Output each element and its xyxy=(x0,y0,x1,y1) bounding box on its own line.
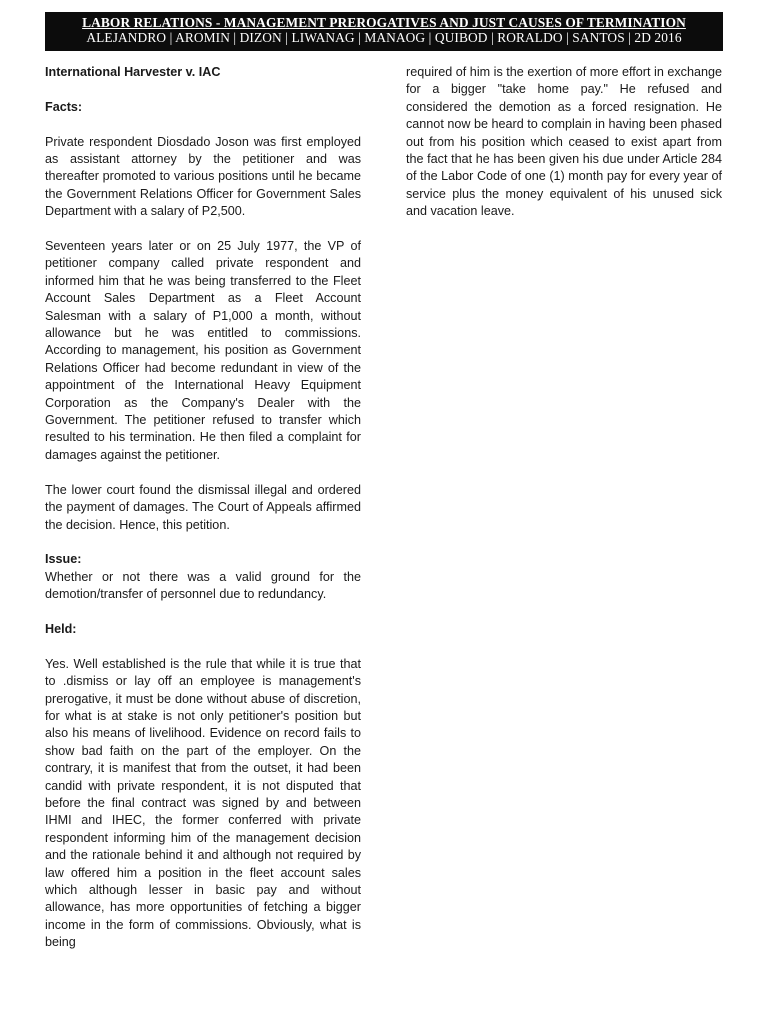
left-column xyxy=(45,64,361,952)
right-column xyxy=(406,64,722,221)
header-title: LABOR RELATIONS - MANAGEMENT PREROGATIVES AND JUST CAUSES OF TERMINATION xyxy=(82,15,686,30)
facts-paragraph-2: Seventeen years later or on 25 July 1977, the VP of petitioner company called private respondent and informed him that he was being transferred to the Fleet Account Sales Department as a Fleet Account Salesman with a salary of P1,000 a month, without allowance but he was entitled to commissions. According to management, his position as Government Relations Officer had become redundant in view of the appointment of the International Heavy Equipment Corporation as the Company's Dealer with the Government. The petitioner refused to transfer which resulted to his termination. He then filed a complaint for damages against the petitioner. xyxy=(45,239,361,462)
facts-heading: Facts: xyxy=(45,99,83,114)
held-paragraph-continued: required of him is the exertion of more effort in exchange for a bigger "take home pay." He refused and considered the demotion as a forced resignation. He cannot now be heard to complain in having been phased out from his position which ceased to exist apart from the fact that he has been given his due under Article 284 of the Labor Code of one (1) month pay for every year of service plus the money equivalent of his unused sick and vacation leave. xyxy=(406,65,722,219)
held-paragraph: Yes. Well established is the rule that while it is true that to .dismiss or lay off an employee is management's prerogative, it must be done without abuse of discretion, for what is at stake is not only petitioner's position but also his means of livelihood. Evidence on record fails to show bad faith on the part of the employer. On the contrary, it is manifest that from the outset, it had been candid with private respondent, it is not disputed that before the final contract was signed by and between IHMI and IHEC, the former conferred with private respondent informing him of the management decision and the rationale behind it and although not required by law offered him a position in the fleet account sales which although lesser in basic pay and without allowance, has more opportunities of fetching a bigger income in the form of commissions. Obviously, what is being xyxy=(45,656,361,950)
header-authors: ALEJANDRO | AROMIN | DIZON | LIWANAG | MANAOG | QUIBOD | RORALDO | SANTOS | 2D 2016 xyxy=(86,30,682,45)
document-header xyxy=(45,12,723,51)
facts-paragraph-3: The lower court found the dismissal illegal and ordered the payment of damages. The Court of Appeals affirmed the decision. Hence, this petition. xyxy=(45,482,361,532)
facts-paragraph-1: Private respondent Diosdado Joson was first employed as assistant attorney by the petitioner and was thereafter promoted to various positions until he became the Government Relations Officer for Government Sales Department with a salary of P2,500. xyxy=(45,134,361,219)
issue-heading: Issue: xyxy=(45,552,82,567)
held-heading: Held: xyxy=(45,621,77,636)
issue-text: Whether or not there was a valid ground for the demotion/transfer of personnel due to redundancy. xyxy=(45,569,361,602)
case-title: International Harvester v. IAC xyxy=(45,65,221,79)
